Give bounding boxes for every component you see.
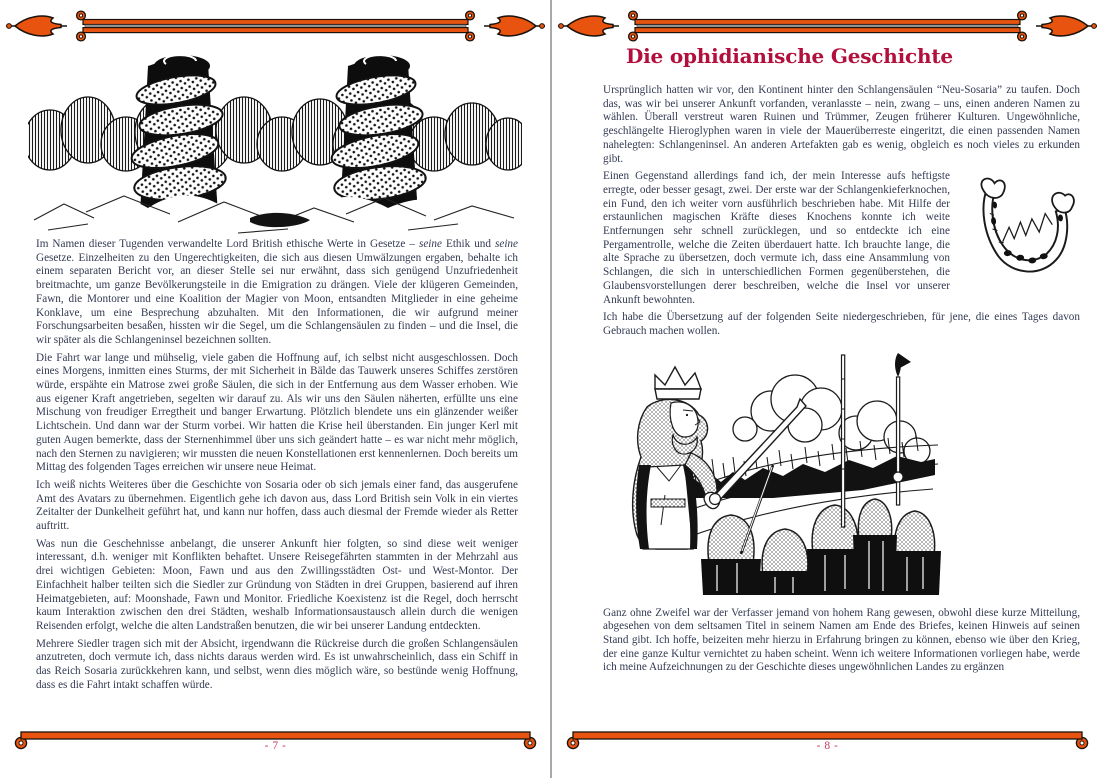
page-number: - 7 -: [264, 740, 287, 752]
right-page-text: [603, 84, 1080, 679]
paragraph-text: Einen Gegenstand allerdings fand ich, der mein Interesse aufs heftigste erregte, oder besser gesagt, zwei. Der erste war der Schlangenkieferknochen, ein Fund, den ich weiter vorn ausführlich beschrieben habe. Mit Hilfe der erstaunlichen magischen Kräfte dieses Knochens konnte ich weite Entfernungen sehr schnell zurücklegen, und so entdeckte ich eine Pergamentrolle, welche die Zeiten überdauert hatte. Ich brauchte lange, die alte Sprache zu übersetzen, doch vermute ich, dass eine Ansammlung von Schlangen, die sich in unterschiedlichen Formen gegenüberstehen, die Glaubensvorstellungen derer beschreiben, welche die Insel vor unserer Ankunft bewohnten.: [603, 170, 950, 306]
serpent-pillars-illustration: [28, 52, 522, 238]
chapter-title: Die ophidianische Geschichte: [626, 44, 953, 68]
paragraph: [603, 170, 1080, 307]
top-border-ornament: [555, 9, 1100, 43]
paragraph: Im Namen dieser Tugenden verwandelte Lord British ethische Werte in Gesetze – seine Ethik und seine Gesetze. Einzelheiten zu den Ungerechtigkeiten, die sich aus diesen Umwälzungen ergaben, behalte ich einem separaten Bericht vor, an dieser Stelle sei nur erwähnt, dass sich genügend Unzufriedenheit breitmachte, um ganze Bevölkerungsteile in die Emigration zu drängen. Viele der klügeren Gemeinden, Fawn, die Montorer und eine Koalition der Magier von Moon, entsandten Mitglieder in eine geheime Konklave, um eine Besprechung abzuhalten. Mit den Informationen, die wir aufgrund meiner Forschungsarbeiten besaßen, hissten wir die Segel, um die Schlangensäulen zu finden – und die Insel, die wir später als die Schlangeninsel bezeichnen sollten.: [36, 238, 518, 346]
top-border-ornament: [3, 9, 548, 43]
page-8: [552, 0, 1102, 778]
serpent-jawbone-illustration: [962, 170, 1080, 285]
page-number: - 8 -: [816, 740, 839, 752]
paragraph: Ich habe die Übersetzung auf der folgenden Seite niedergeschrieben, für jene, die eines Tages davon Gebrauch machen wollen.: [603, 311, 1080, 337]
left-page-text: [36, 238, 518, 697]
paragraph: Mehrere Siedler tragen sich mit der Absicht, irgendwann die Rückreise durch die großen Schlangensäulen anzutreten, doch vermute ich, dass nichts daraus werden wird. Es ist unwahrscheinlich, dass ein Schiff in das Reich Sosaria zurückkehren kann, und selbst, wenn dies möglich wäre, so bestünde wenig Hoffnung, dass es die Fahrt intakt schaffen würde.: [36, 637, 518, 691]
paragraph: Was nun die Geschehnisse anbelangt, die unserer Ankunft hier folgten, so sind diese weit weniger interessant, d.h. weniger mit Konflikten behaftet. Unsere Reisegefährten stammten in der Mehrzahl aus drei wichtigen Gebieten: Moon, Fawn und aus den Zwillingsstädten Ost- und West-Montor. Der Einfachheit halber teilten sich die Siedler zur Gründung von Städten in drei Gruppen, basierend auf ihren Heimatgebieten, auf: Moonshade, Fawn und Monitor. Friedliche Koexistenz ist die Regel, doch herrscht kaum Interaktion zwischen den drei Städten, weshalb Informationsaustausch allein durch die wenigen Reisenden erfolgt, welche die alten Landstraßen benutzen, die wir bei unserer Landung entdeckten.: [36, 537, 518, 632]
paragraph: Ursprünglich hatten wir vor, den Kontinent hinter den Schlangensäulen “Neu-Sosaria” zu taufen. Doch das, was wir bei unserer Ankunft vorfanden, veranlasste – nein, zwang – uns, einen anderen Namen zu wählen. Überall verstreut waren Ruinen und Trümmer, Zeugen früherer Kulturen. Ungewöhnliche, geschlängelte Hieroglyphen waren in viele der Mauerüberreste eingeritzt, die einen passenden Namen nahelegten: Schlangeninsel. An anderen Artefakten gab es wenig, obgleich es noch vieles zu erkunden gibt.: [603, 84, 1080, 165]
paragraph: Ich weiß nichts Weiteres über die Geschichte von Sosaria oder ob sich jemals einer fand, das ausgerufene Amt des Avatars zu übernehmen. Eigentlich gehe ich davon aus, dass Lord British sein Volk in ein viertes Zeitalter der Dunkelheit geführt hat, und kann nur hoffen, dass auch diesmal der Fremde wieder als Retter auftritt.: [36, 478, 518, 533]
paragraph: Ganz ohne Zweifel war der Verfasser jemand von hohem Rang gewesen, obwohl diese kurze Mitteilung, abgesehen von dem seltsamen Titel in seinem Namen am Ende des Briefes, keinen Hinweis auf seinen Stand gibt. Ich hoffe, beizeiten mehr hierzu in Erfahrung bringen zu können, ebenso wie über den Krieg, der eine ganze Kultur vernichtet zu haben scheint. Wenn ich weitere Informationen vorliegen habe, werde ich meine Aufzeichnungen zu der Geschichte dieses ungewöhnlichen Landes zu ergänzen: [603, 606, 1080, 674]
king-and-settlers-illustration: [613, 349, 943, 595]
paragraph: Die Fahrt war lange und mühselig, viele gaben die Hoffnung auf, ich selbst nicht ausgeschlossen. Doch eines Morgens, inmitten eines Sturms, der mit Sicherheit in Bälde das Tauwerk unseres Schiffes zerstören würde, erspähte ein Matrose zwei große Säulen, die sich in der Entfernung aus dem Wasser erhoben. Wie aus eigener Kraft angetrieben, segelten wir darauf zu. Als wir uns den Säulen näherten, erfüllte uns eine Mischung von freudiger Erregtheit und banger Erwartung. Plötzlich blendete uns ein glänzender weißer Lichtschein. Und dann war der Sturm vorbei. Wir hatten die Krise heil überstanden. Ein junger Kerl mit guten Augen bemerkte, dass der Sternenhimmel über uns sich geändert hatte – es war nicht mehr möglich, nach den Sternen zu navigieren; wir mussten die neuen Konstellationen erst kennenlernen. Doch bereits um Mittag des folgenden Tages erreichen wir unsere neue Heimat.: [36, 351, 518, 474]
